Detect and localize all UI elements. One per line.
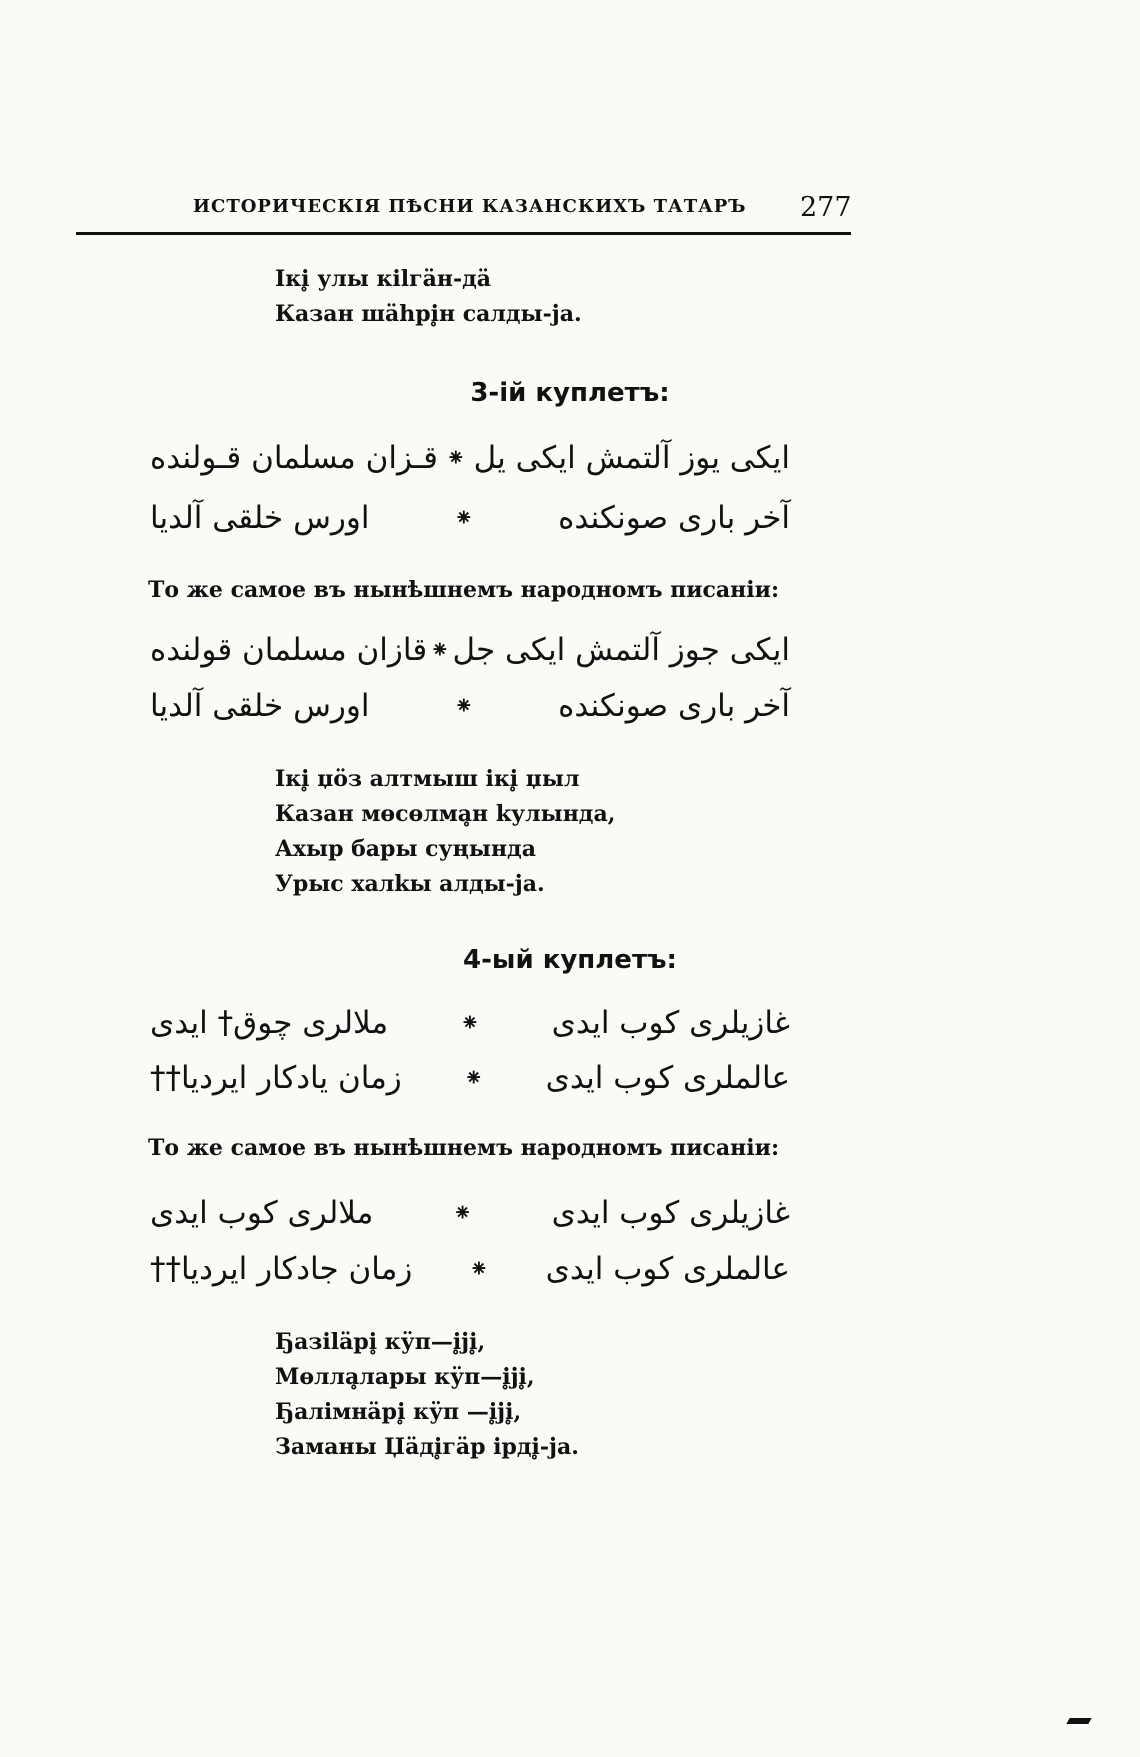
couplet-3-transliteration xyxy=(275,762,615,902)
verse-line: Мөлла̥лары кӱп—і̥јі̥, xyxy=(275,1364,535,1390)
arabic-half-line: قازان مسلمان قولنده xyxy=(150,632,428,668)
verse-line: Ҕазiläpi̥ кӱп—і̥јі̥, xyxy=(275,1329,486,1355)
verse-line: Казан мөсөлма̥н kулында, xyxy=(275,801,616,827)
arabic-half-line: قـزان مسلمان قـولنده xyxy=(150,440,438,476)
running-header-title: ИСТОРИЧЕСКІЯ ПѢСНИ КАЗАНСКИХЪ ТАТАРЪ xyxy=(193,196,747,217)
page-number: 277 xyxy=(800,192,852,223)
star-separator: ⁕ xyxy=(445,444,466,472)
arabic-folk-line xyxy=(150,1195,790,1231)
arabic-half-line: ملالری چوق† ایدی xyxy=(150,1005,389,1041)
arabic-verse-line xyxy=(150,500,790,536)
verse-line: Ікі̥ џӧз алтмыш ікі̥ џыл xyxy=(275,766,580,792)
verse-2-ending xyxy=(275,262,582,332)
star-separator: ⁕ xyxy=(468,1255,490,1283)
arabic-half-line: ایکی یوز آلتمش ایکی یل xyxy=(473,440,790,476)
arabic-half-line: آخر باری صونکنده xyxy=(558,688,790,724)
arabic-half-line: عالملری کوب ایدی xyxy=(545,1251,790,1287)
couplet-4-heading: 4-ый куплетъ: xyxy=(463,945,677,975)
arabic-half-line: اورس خلقی آلدیا xyxy=(150,688,370,724)
verse-line: Урыс халkы алды-ја. xyxy=(275,871,545,897)
arabic-verse-line xyxy=(150,1005,790,1041)
verse-line: Заманы Џäді̥гäр ірді̥-ја. xyxy=(275,1434,579,1460)
folk-script-note: То же самое въ нынѣшнемъ народномъ писаніи: xyxy=(148,1135,780,1161)
header-rule xyxy=(76,232,851,235)
arabic-half-line: ایکی جوز آلتمش ایکی جل xyxy=(452,632,790,668)
arabic-half-line: غازیلری کوب ایدی xyxy=(551,1005,790,1041)
arabic-half-line: زمان یادکار ایردیا†† xyxy=(150,1060,402,1096)
arabic-folk-line xyxy=(150,688,790,724)
star-separator: ⁕ xyxy=(453,692,474,720)
folk-script-note: То же самое въ нынѣшнемъ народномъ писаніи: xyxy=(148,577,780,603)
arabic-half-line: زمان جادکار ایردیا†† xyxy=(150,1251,413,1287)
arabic-folk-line xyxy=(150,632,790,668)
star-separator: ⁕ xyxy=(463,1064,484,1092)
star-separator: ⁕ xyxy=(453,504,474,532)
arabic-half-line: اورس خلقی آلدیا xyxy=(150,500,370,536)
couplet-3-heading: 3-iй куплетъ: xyxy=(470,378,670,408)
couplet-4-transliteration xyxy=(275,1325,579,1465)
arabic-half-line: عالملری کوب ایدی xyxy=(545,1060,790,1096)
verse-line: Ахыр бары суңында xyxy=(275,836,536,862)
arabic-half-line: آخر باری صونکنده xyxy=(558,500,790,536)
verse-line: Ҕалiмнäрі̥ кӱп —і̥јі̥, xyxy=(275,1399,522,1425)
arabic-half-line: ملالری کوب ایدی xyxy=(150,1195,374,1231)
arabic-verse-line xyxy=(150,1060,790,1096)
verse-line: Казан шӓhрі̥н салды-ја. xyxy=(275,301,582,327)
arabic-folk-line xyxy=(150,1251,790,1287)
arabic-half-line: غازیلری کوب ایدی xyxy=(551,1195,790,1231)
star-separator: ⁕ xyxy=(452,1199,473,1227)
star-separator: ⁕ xyxy=(429,636,450,664)
star-separator: ⁕ xyxy=(459,1009,480,1037)
verse-line: Ікі̥ улы кіlгӓн-дӓ xyxy=(275,266,491,292)
margin-ink-mark xyxy=(1066,1718,1091,1724)
arabic-verse-line xyxy=(150,440,790,476)
